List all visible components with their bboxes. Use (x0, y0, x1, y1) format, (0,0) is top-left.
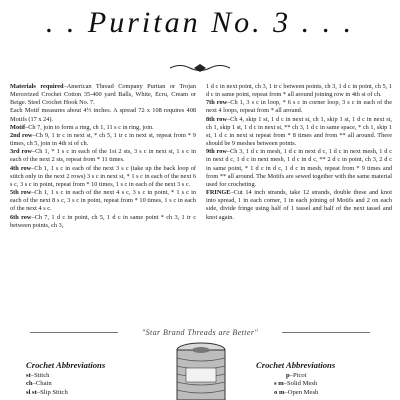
paragraph: Each Motif measures about 4½ inches. A spread 72 x 108 requires 408 Motifs (17 x 24). (10, 107, 196, 123)
paragraph: Motif–Ch 7, join to form a ring, ch 1, 11 s c in ring, join. (10, 123, 154, 131)
abbreviations-left (26, 361, 136, 397)
abbreviations-heading: Crochet Abbreviations (256, 360, 336, 370)
abbreviation-row: p–Picot (286, 372, 307, 380)
abbreviation-row: ch–Chain (26, 380, 52, 388)
paragraph: 2nd row–Ch 9, 1 tr c in next st, * ch 5, 1 tr c in next st, repeat from * 9 times, ch 5, join in 4th st of ch. (10, 131, 196, 148)
paragraph: 8th row–Ch 4, skip 1 st, 1 d c in next st, ch 1, skip 1 st, 1 d c in next st, ch 1, skip 1 st, 1 d c in next st, ** ch 3, 1 d c in same space, * ch 1, skip 1 st, 1 d c in next st repeat from * 8 times and from ** all around. There should be 9 meshes between points. (206, 115, 393, 148)
abbreviations-right (256, 361, 366, 397)
paragraph: 3rd row–Ch 1, * 1 s c in each of the 1st 2 sts, 3 s c in next st, 1 s c in each of the next 2 sts, repeat from * 11 times. (10, 148, 196, 164)
paragraph: 5th row–Ch 1, 1 s c in each of the next 4 s c, 3 s c in point, * 1 s c in each of the next 8 s c, 3 s c in point, repeat from * 10 times, 1 s c in each of the next 4 s c. (10, 189, 196, 213)
paragraph: 7th row–Ch 1, 3 s c in loop, * 6 s c in corner loop, 3 s c in each of the next 4 loops, repeat from * all around. (206, 99, 392, 115)
paragraph: 9th row–Ch 3, 1 d c in mesh, 1 d c in next d c, 1 d c in next mesh, 1 d c in next d c, 1 d c in next mesh, 1 d c in d c, ** 2 d c in point, ch 3, 2 d c in same point, * 1 d c in d c, 1 d c in mesh, repeat from * 9 times and from ** all around. The Motifs are sewed together with the same material used for crocheting. (206, 148, 392, 188)
abbreviation-row: st–Stitch (26, 372, 50, 380)
instructions-column-right (206, 83, 392, 222)
flourish-ornament (168, 62, 232, 74)
paragraph: FRINGE–Cut 14 inch strands, take 12 strands, double these and knot into spread, 1 in each corner, 1 in each joining of Motifs and 2 on each side, divide fringe using half of 1 tassel and half of the next tassel and knot again. (206, 189, 392, 221)
abbreviations-heading: Crochet Abbreviations (26, 360, 106, 370)
paragraph: 1 d c in next point, ch 3, 1 tr c between points, ch 3, 1 d c in point, ch 5, 1 d c in same point, repeat from * all around joining row in 4th st of ch. (206, 83, 392, 99)
abbreviation-row: o m–Open Mesh (274, 388, 319, 396)
page-title: . . Puritan No. 3 . . . (45, 6, 355, 39)
paragraph: 6th row–Ch 7, 1 d c in point, ch 5, 1 d c in same point * ch 3, 1 tr c between points, ch 3, (10, 213, 197, 229)
thread-spool-image (172, 340, 230, 400)
tagline-rule-right (282, 332, 370, 333)
paragraph: Materials required–American Thread Company Puritan or Trojan Mercerized Crochet Cotton 35-400 yard Balls, White, Ecru, Cream or Beige. Steel Crochet Hook No. 7. (10, 83, 196, 107)
abbreviation-row: s m–Solid Mesh (274, 380, 318, 388)
instructions-column-left (10, 83, 196, 230)
tagline: "Star Brand Threads are Better" (141, 328, 259, 337)
paragraph: 4th row–Ch 1, 1 s c in each of the next 3 s c (take up the back loop of stitch only in the next 2 rows) 3 s c in next st, * 1 s c in each of the next 6 s c, 3 s c in point, repeat from * 10 times, 1 s c in each of the next 3 s c. (10, 164, 196, 188)
abbreviation-row: sl st–Slip Stitch (26, 388, 68, 396)
